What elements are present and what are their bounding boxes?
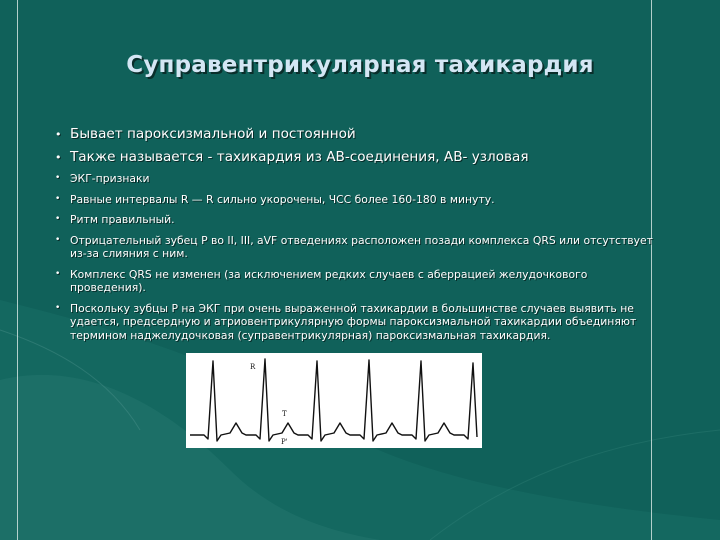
bullet-text: Комплекс QRS не изменен (за исключением редких случаев с аберрацией желудочкового проведения).: [70, 267, 588, 294]
bullet-item: [55, 268, 655, 295]
bullet-item: [55, 302, 655, 343]
bullet-marker: •: [55, 128, 62, 141]
bullet-marker: •: [55, 173, 61, 183]
bullet-text: Отрицательный зубец Р во II, III, aVF отведениях расположен позади комплекса QRS или отсутствует из-за слияния с ним.: [70, 233, 653, 260]
ecg-label-p: P': [281, 438, 288, 446]
bullet-item: [55, 172, 655, 186]
bullet-item: [55, 213, 655, 227]
bullet-marker: •: [55, 193, 61, 204]
bullet-text: Бывает пароксизмальной и постоянной: [70, 126, 356, 142]
ecg-label-t: T: [282, 410, 287, 418]
bullet-marker: •: [55, 234, 61, 245]
ecg-label-r: R: [250, 363, 256, 371]
bullet-item: [55, 149, 655, 166]
bullet-marker: •: [55, 268, 61, 279]
bullet-item: [55, 126, 655, 143]
bullet-text: Поскольку зубцы Р на ЭКГ при очень выраженной тахикардии в большинстве случаев выявить не удается, предсердную и атриовентрикулярную формы пароксизмальной тахикардии объединяют термином наджелудочковая (суправентрикулярная) пароксизмальная тахикардия.: [70, 301, 637, 342]
ecg-strip-image: [186, 353, 482, 448]
bullet-text: Ритм правильный.: [70, 213, 175, 226]
slide-title: Суправентрикулярная тахикардия: [126, 52, 594, 78]
bullet-text: Также называется - тахикардия из АВ-соединения, АВ- узловая: [70, 149, 529, 165]
bullet-item: [55, 234, 655, 261]
left-vertical-rule: [17, 0, 18, 540]
bullet-item: [55, 193, 655, 207]
bullet-list: [55, 126, 655, 349]
bullet-marker: •: [55, 302, 61, 313]
bullet-text: Равные интервалы R — R сильно укорочены, ЧСС более 160-180 в минуту.: [70, 192, 495, 206]
bullet-marker: •: [55, 151, 62, 164]
bullet-marker: •: [55, 214, 61, 224]
bullet-text: ЭКГ-признаки: [70, 172, 150, 185]
